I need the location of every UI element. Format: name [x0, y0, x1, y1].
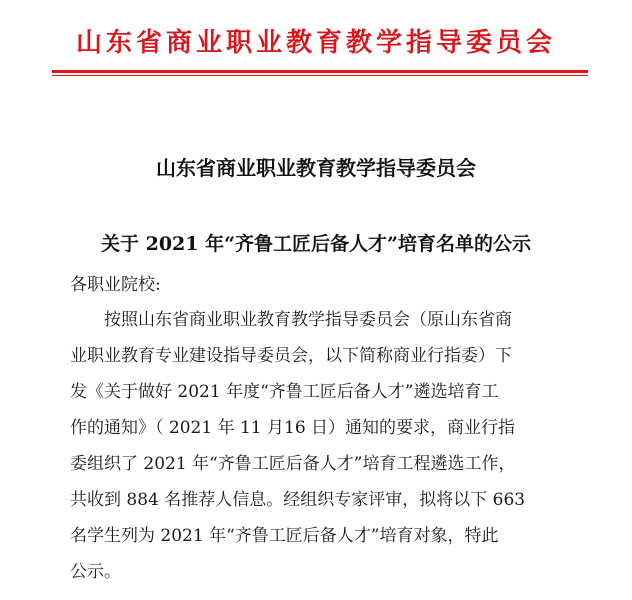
body-line: 名学生列为 2021 年“齐鲁工匠后备人才”培育对象，特此 — [70, 526, 499, 546]
letterhead-title: 山东省商业职业教育教学指导委员会 — [75, 28, 556, 58]
organization-title: 山东省商业职业教育教学指导委员会 — [156, 156, 476, 180]
body-line: 业职业教育专业建设指导委员会，以下简称商业行指委）下 — [70, 346, 512, 366]
document-title: 关于 2021 年“齐鲁工匠后备人才”培育名单的公示 — [101, 233, 531, 255]
body-line: 公示。 — [70, 562, 121, 582]
body-line: 按照山东省商业职业教育教学指导委员会（原山东省商 — [104, 310, 512, 330]
salutation: 各职业院校: — [70, 275, 161, 295]
letterhead-rule-thick — [52, 70, 588, 73]
body-line: 委组织了 2021 年“齐鲁工匠后备人才”培育工程遴选工作， — [70, 454, 516, 474]
body-line: 作的通知》（ 2021 年 11 月16 日）通知的要求，商业行指 — [70, 418, 516, 438]
letterhead-rule-thin — [52, 75, 588, 76]
body-line: 共收到 884 名推荐人信息。经组织专家评审，拟将以下 663 — [70, 490, 526, 510]
body-line: 发《关于做好 2021 年度“齐鲁工匠后备人才”遴选培育工 — [70, 382, 499, 402]
